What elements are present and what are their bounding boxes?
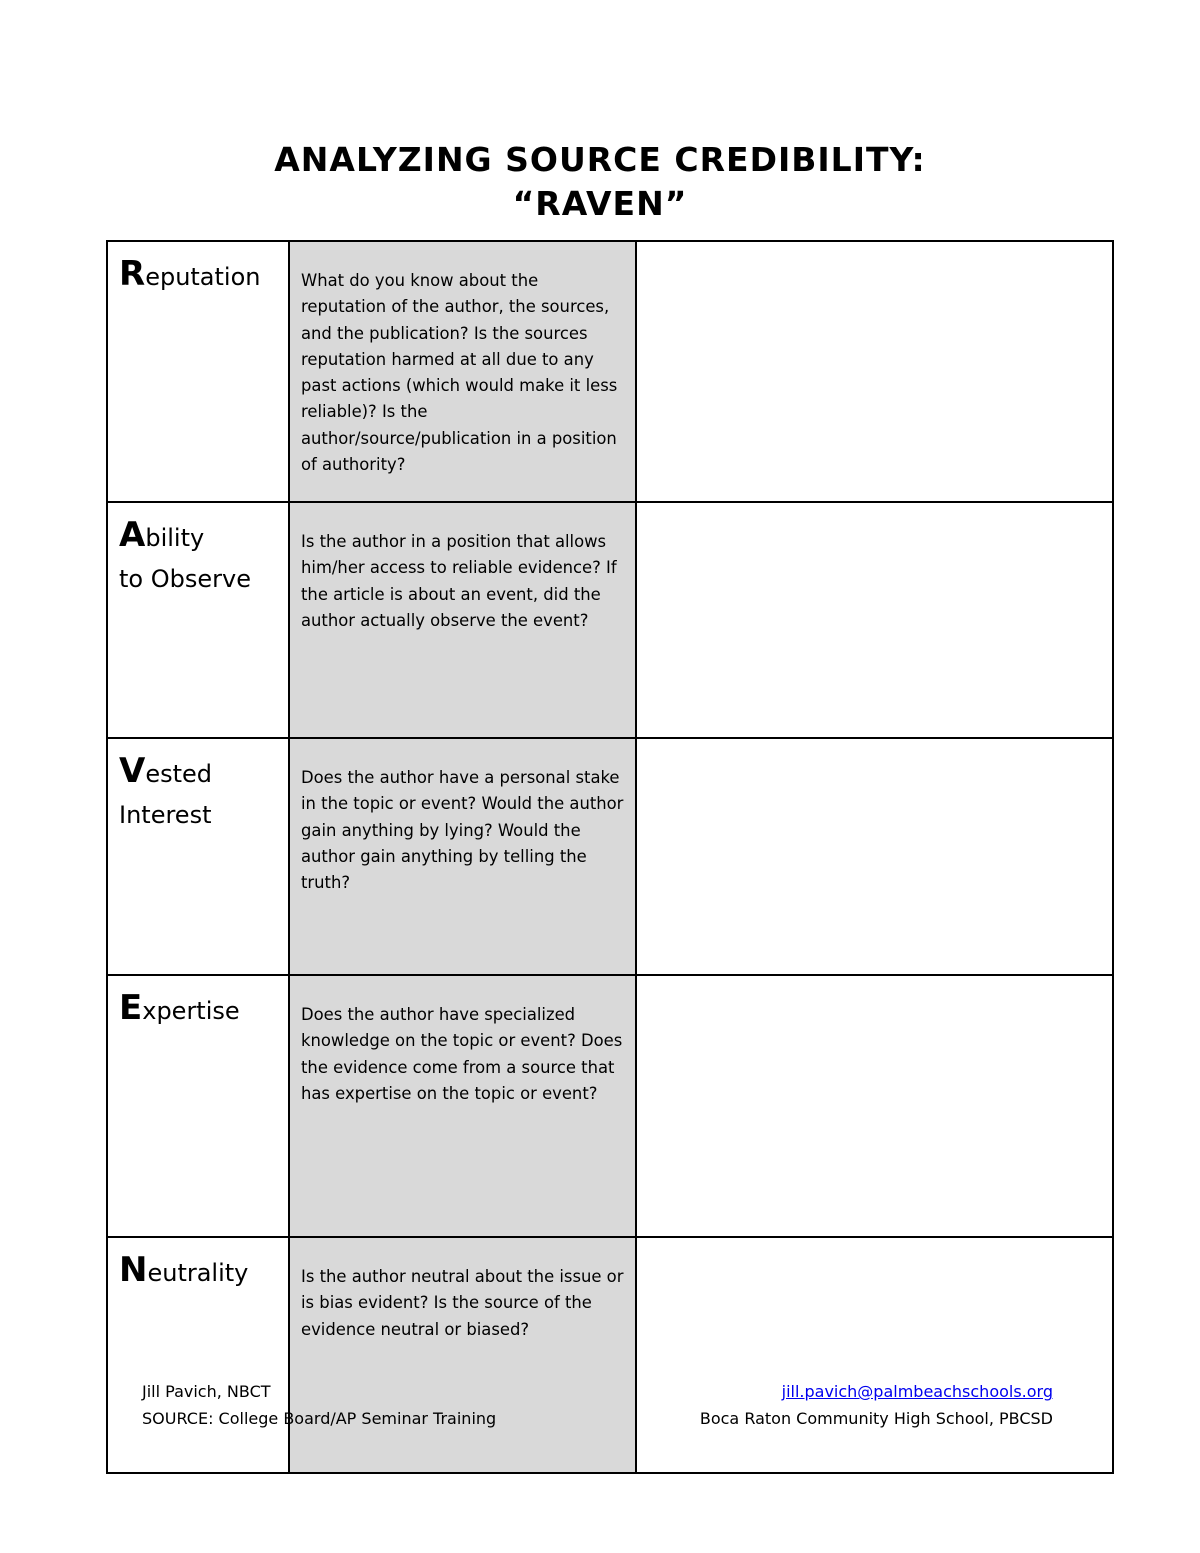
term-rest-line-2: Interest (119, 801, 212, 829)
raven-table (106, 240, 1114, 1474)
question-cell: Does the author have specialized knowledge on the topic or event? Does the evidence come from a source that has expertise on the topic or event? (289, 975, 636, 1237)
email-link[interactable]: jill.pavich@palmbeachschools.org (781, 1382, 1053, 1401)
table-row-neutrality (107, 1237, 1113, 1473)
answer-cell-ability[interactable] (636, 502, 1113, 738)
term-rest: xpertise (142, 997, 240, 1025)
answer-cell-expertise[interactable] (636, 975, 1113, 1237)
term-rest: eutrality (147, 1259, 249, 1287)
table-row-reputation (107, 241, 1113, 502)
term-cell (107, 738, 289, 975)
term-initial: V (119, 751, 146, 791)
term-rest: eputation (145, 263, 261, 291)
table-row-vested-interest (107, 738, 1113, 975)
term-rest: ested (145, 760, 213, 788)
page-title (0, 138, 1200, 226)
term-cell (107, 975, 289, 1237)
answer-cell-vested-interest[interactable] (636, 738, 1113, 975)
table-row-expertise (107, 975, 1113, 1237)
table-row-ability (107, 502, 1113, 738)
answer-cell-reputation[interactable] (636, 241, 1113, 502)
term-initial: R (119, 254, 146, 294)
answer-cell-neutrality[interactable] (636, 1237, 1113, 1473)
term-rest: bility (145, 524, 205, 552)
term-initial: N (119, 1250, 148, 1290)
term-rest-line-2: to Observe (119, 565, 251, 593)
question-cell: Does the author have a personal stake in the topic or event? Would the author gain anything by lying? Would the author gain anything by telling the truth? (289, 738, 636, 975)
term-cell (107, 502, 289, 738)
question-cell: What do you know about the reputation of the author, the sources, and the publication? Is the sources reputation harmed at all due to any past actions (which would make it less reliable)? Is the author/source/publication in a position of authority? (289, 241, 636, 502)
term-initial: A (119, 515, 146, 555)
footer-left (142, 1378, 496, 1432)
footer-right (700, 1378, 1053, 1432)
term-cell (107, 1237, 289, 1473)
term-initial: E (119, 988, 143, 1028)
title-line-1: ANALYZING SOURCE CREDIBILITY: (274, 140, 926, 179)
title-line-2: “RAVEN” (512, 184, 688, 223)
term-cell (107, 241, 289, 502)
question-cell: Is the author in a position that allows him/her access to reliable evidence? If the article is about an event, did the author actually observe the event? (289, 502, 636, 738)
footer-author: Jill Pavich, NBCT (142, 1382, 271, 1401)
footer-school: Boca Raton Community High School, PBCSD (699, 1409, 1053, 1428)
footer-source: SOURCE: College Board/AP Seminar Training (142, 1409, 497, 1428)
question-cell: Is the author neutral about the issue or is bias evident? Is the source of the evidence neutral or biased? (289, 1237, 636, 1473)
